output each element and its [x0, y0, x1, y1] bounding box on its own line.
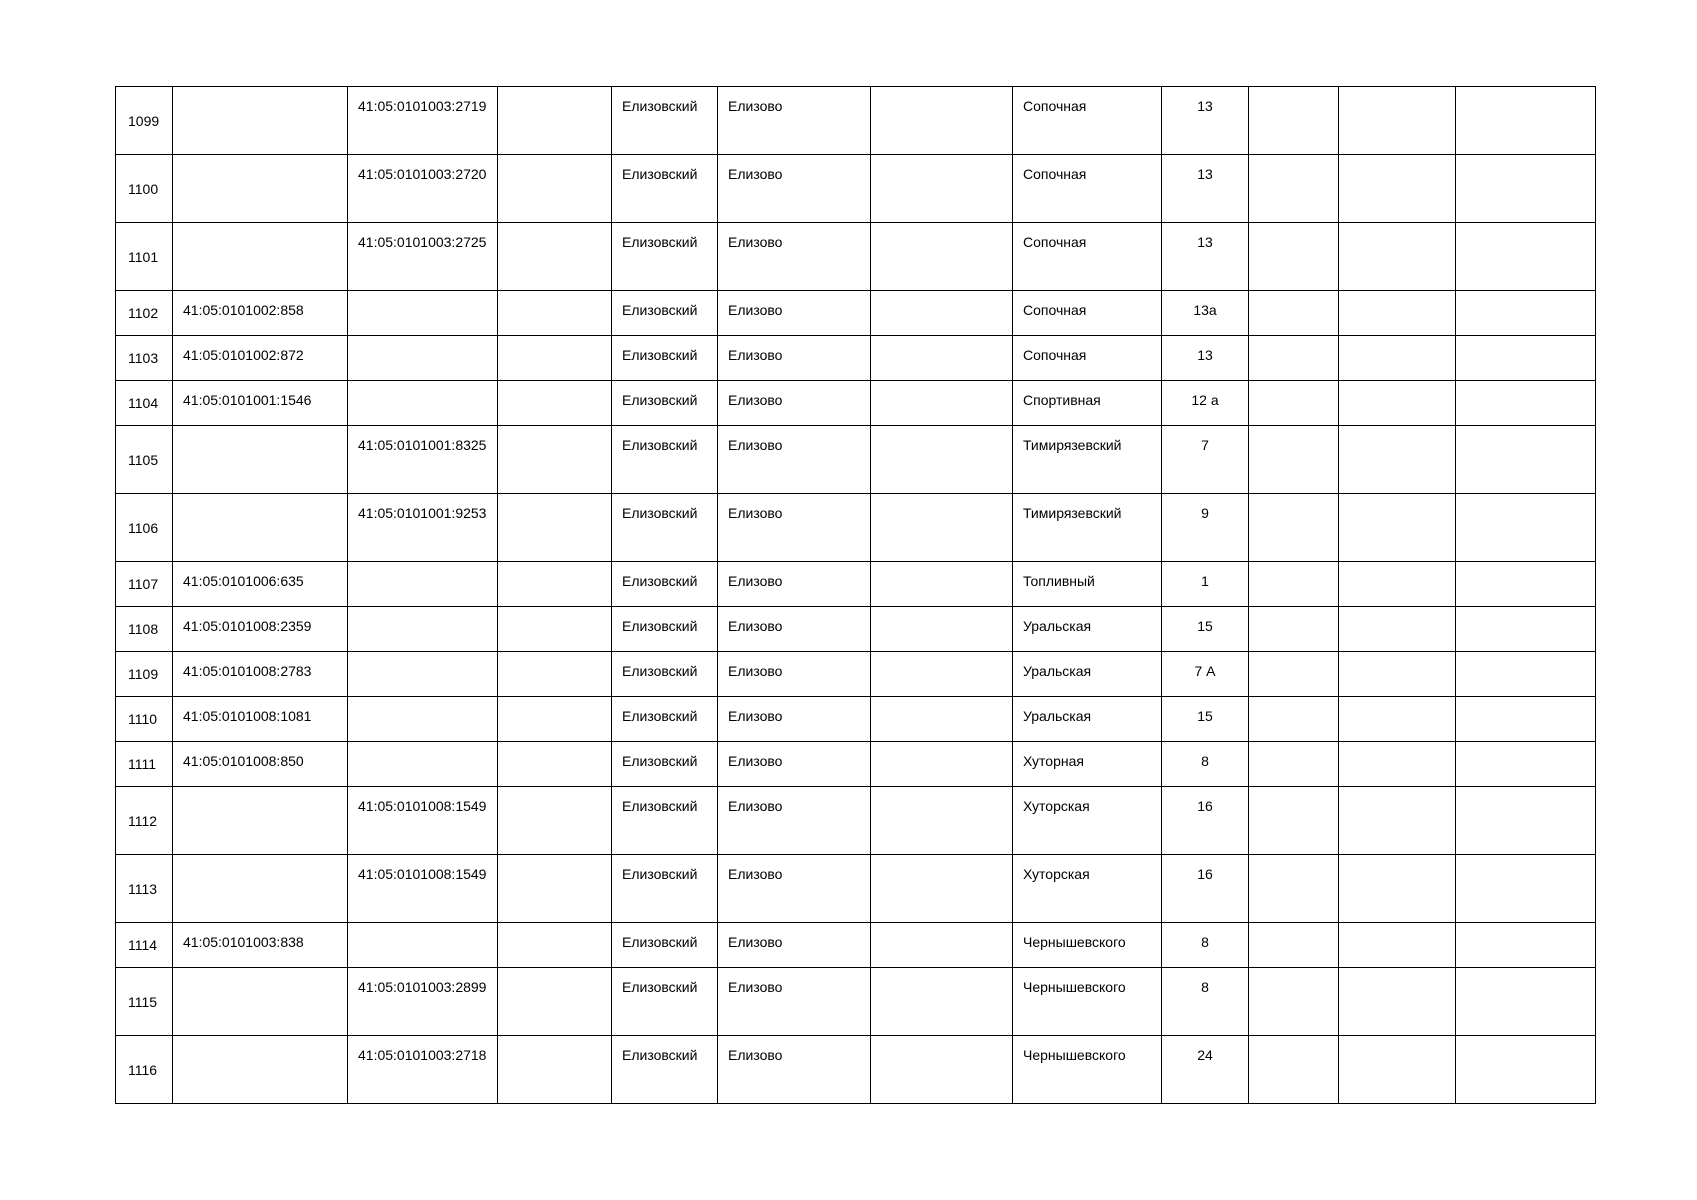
registry-table [115, 86, 1596, 1104]
empty-cell [1249, 155, 1339, 223]
row-number-cell: 1100 [116, 155, 173, 223]
cadastral-number-cell [173, 223, 348, 291]
city-cell: Елизово [718, 291, 871, 336]
empty-cell [1456, 381, 1596, 426]
district-cell: Елизовский [612, 381, 718, 426]
empty-cell [871, 607, 1013, 652]
row-number-cell: 1101 [116, 223, 173, 291]
empty-cell [1339, 607, 1456, 652]
table-row [116, 562, 1596, 607]
empty-cell [498, 1036, 612, 1104]
empty-cell [1339, 223, 1456, 291]
empty-cell [498, 855, 612, 923]
empty-cell [1456, 562, 1596, 607]
empty-cell [1339, 336, 1456, 381]
empty-cell [498, 562, 612, 607]
row-number-cell: 1113 [116, 855, 173, 923]
row-number-cell: 1103 [116, 336, 173, 381]
city-cell: Елизово [718, 87, 871, 155]
empty-cell [871, 855, 1013, 923]
district-cell: Елизовский [612, 855, 718, 923]
empty-cell [1339, 562, 1456, 607]
cadastral-number-alt-cell: 41:05:0101003:2720 [348, 155, 498, 223]
empty-cell [1339, 855, 1456, 923]
empty-cell [1456, 742, 1596, 787]
row-number-cell: 1115 [116, 968, 173, 1036]
empty-cell [1339, 968, 1456, 1036]
district-cell: Елизовский [612, 923, 718, 968]
city-cell: Елизово [718, 923, 871, 968]
empty-cell [498, 607, 612, 652]
street-cell: Сопочная [1013, 223, 1162, 291]
empty-cell [1456, 291, 1596, 336]
empty-cell [1249, 291, 1339, 336]
district-cell: Елизовский [612, 291, 718, 336]
street-cell: Уральская [1013, 697, 1162, 742]
empty-cell [1456, 855, 1596, 923]
empty-cell [498, 223, 612, 291]
row-number-cell: 1106 [116, 494, 173, 562]
table-row [116, 607, 1596, 652]
street-cell: Чернышевского [1013, 968, 1162, 1036]
empty-cell [1249, 652, 1339, 697]
empty-cell [871, 223, 1013, 291]
street-cell: Уральская [1013, 652, 1162, 697]
district-cell: Елизовский [612, 652, 718, 697]
cadastral-number-cell [173, 155, 348, 223]
district-cell: Елизовский [612, 607, 718, 652]
cadastral-number-cell [173, 968, 348, 1036]
empty-cell [1249, 223, 1339, 291]
city-cell: Елизово [718, 381, 871, 426]
house-number-cell: 8 [1162, 968, 1249, 1036]
house-number-cell: 13 [1162, 223, 1249, 291]
row-number-cell: 1109 [116, 652, 173, 697]
cadastral-number-cell: 41:05:0101002:872 [173, 336, 348, 381]
cadastral-number-alt-cell: 41:05:0101008:1549 [348, 855, 498, 923]
table-row [116, 494, 1596, 562]
row-number-cell: 1105 [116, 426, 173, 494]
district-cell: Елизовский [612, 336, 718, 381]
empty-cell [871, 336, 1013, 381]
empty-cell [871, 494, 1013, 562]
house-number-cell: 16 [1162, 787, 1249, 855]
empty-cell [1456, 87, 1596, 155]
table-row [116, 336, 1596, 381]
cadastral-number-alt-cell: 41:05:0101008:1549 [348, 787, 498, 855]
cadastral-number-cell [173, 87, 348, 155]
empty-cell [1456, 697, 1596, 742]
empty-cell [498, 426, 612, 494]
row-number-cell: 1104 [116, 381, 173, 426]
city-cell: Елизово [718, 426, 871, 494]
empty-cell [1249, 742, 1339, 787]
cadastral-number-cell: 41:05:0101008:1081 [173, 697, 348, 742]
city-cell: Елизово [718, 336, 871, 381]
street-cell: Хуторская [1013, 787, 1162, 855]
house-number-cell: 16 [1162, 855, 1249, 923]
cadastral-number-cell: 41:05:0101003:838 [173, 923, 348, 968]
empty-cell [498, 923, 612, 968]
district-cell: Елизовский [612, 742, 718, 787]
house-number-cell: 1 [1162, 562, 1249, 607]
cadastral-number-alt-cell: 41:05:0101003:2718 [348, 1036, 498, 1104]
street-cell: Тимирязевский [1013, 494, 1162, 562]
empty-cell [1339, 697, 1456, 742]
city-cell: Елизово [718, 697, 871, 742]
empty-cell [1249, 855, 1339, 923]
empty-cell [1456, 494, 1596, 562]
cadastral-number-alt-cell [348, 562, 498, 607]
cadastral-number-cell: 41:05:0101008:850 [173, 742, 348, 787]
empty-cell [1249, 697, 1339, 742]
empty-cell [1339, 742, 1456, 787]
table-row [116, 742, 1596, 787]
row-number-cell: 1108 [116, 607, 173, 652]
empty-cell [1249, 562, 1339, 607]
empty-cell [498, 697, 612, 742]
district-cell: Елизовский [612, 87, 718, 155]
cadastral-number-cell [173, 787, 348, 855]
city-cell: Елизово [718, 494, 871, 562]
house-number-cell: 13 [1162, 87, 1249, 155]
cadastral-number-alt-cell [348, 607, 498, 652]
cadastral-number-alt-cell [348, 742, 498, 787]
empty-cell [1339, 923, 1456, 968]
district-cell: Елизовский [612, 697, 718, 742]
empty-cell [871, 968, 1013, 1036]
house-number-cell: 15 [1162, 607, 1249, 652]
table-row [116, 697, 1596, 742]
empty-cell [1339, 291, 1456, 336]
table-body [116, 87, 1596, 1104]
empty-cell [1456, 607, 1596, 652]
cadastral-number-alt-cell [348, 336, 498, 381]
row-number-cell: 1114 [116, 923, 173, 968]
house-number-cell: 24 [1162, 1036, 1249, 1104]
cadastral-number-cell: 41:05:0101006:635 [173, 562, 348, 607]
empty-cell [1249, 968, 1339, 1036]
empty-cell [1249, 923, 1339, 968]
table-row [116, 381, 1596, 426]
empty-cell [498, 381, 612, 426]
cadastral-number-alt-cell [348, 923, 498, 968]
empty-cell [871, 652, 1013, 697]
city-cell: Елизово [718, 742, 871, 787]
cadastral-number-alt-cell: 41:05:0101001:8325 [348, 426, 498, 494]
table-row [116, 923, 1596, 968]
empty-cell [871, 426, 1013, 494]
empty-cell [1249, 381, 1339, 426]
district-cell: Елизовский [612, 155, 718, 223]
street-cell: Сопочная [1013, 291, 1162, 336]
empty-cell [871, 787, 1013, 855]
cadastral-number-alt-cell [348, 652, 498, 697]
empty-cell [498, 787, 612, 855]
street-cell: Уральская [1013, 607, 1162, 652]
district-cell: Елизовский [612, 968, 718, 1036]
house-number-cell: 13а [1162, 291, 1249, 336]
cadastral-number-cell [173, 426, 348, 494]
cadastral-number-cell: 41:05:0101008:2783 [173, 652, 348, 697]
empty-cell [1249, 87, 1339, 155]
cadastral-number-cell [173, 494, 348, 562]
empty-cell [871, 381, 1013, 426]
house-number-cell: 7 [1162, 426, 1249, 494]
empty-cell [871, 155, 1013, 223]
table-row [116, 87, 1596, 155]
street-cell: Хуторная [1013, 742, 1162, 787]
empty-cell [1456, 426, 1596, 494]
street-cell: Топливный [1013, 562, 1162, 607]
house-number-cell: 13 [1162, 336, 1249, 381]
city-cell: Елизово [718, 607, 871, 652]
district-cell: Елизовский [612, 787, 718, 855]
table-row [116, 855, 1596, 923]
house-number-cell: 8 [1162, 742, 1249, 787]
row-number-cell: 1102 [116, 291, 173, 336]
cadastral-number-cell: 41:05:0101002:858 [173, 291, 348, 336]
empty-cell [871, 923, 1013, 968]
table-row [116, 223, 1596, 291]
empty-cell [1456, 968, 1596, 1036]
cadastral-number-alt-cell: 41:05:0101001:9253 [348, 494, 498, 562]
district-cell: Елизовский [612, 1036, 718, 1104]
street-cell: Сопочная [1013, 155, 1162, 223]
empty-cell [1249, 494, 1339, 562]
table-row [116, 155, 1596, 223]
city-cell: Елизово [718, 855, 871, 923]
empty-cell [1249, 787, 1339, 855]
empty-cell [498, 652, 612, 697]
row-number-cell: 1110 [116, 697, 173, 742]
empty-cell [1339, 652, 1456, 697]
table-row [116, 652, 1596, 697]
cadastral-number-cell [173, 855, 348, 923]
empty-cell [871, 291, 1013, 336]
empty-cell [1339, 426, 1456, 494]
empty-cell [498, 494, 612, 562]
row-number-cell: 1116 [116, 1036, 173, 1104]
empty-cell [1339, 155, 1456, 223]
house-number-cell: 7 А [1162, 652, 1249, 697]
street-cell: Сопочная [1013, 87, 1162, 155]
empty-cell [498, 336, 612, 381]
empty-cell [1249, 607, 1339, 652]
empty-cell [498, 968, 612, 1036]
house-number-cell: 9 [1162, 494, 1249, 562]
empty-cell [1456, 223, 1596, 291]
empty-cell [498, 87, 612, 155]
city-cell: Елизово [718, 787, 871, 855]
empty-cell [1249, 1036, 1339, 1104]
cadastral-number-cell: 41:05:0101008:2359 [173, 607, 348, 652]
cadastral-number-alt-cell [348, 381, 498, 426]
street-cell: Сопочная [1013, 336, 1162, 381]
empty-cell [871, 697, 1013, 742]
city-cell: Елизово [718, 968, 871, 1036]
city-cell: Елизово [718, 1036, 871, 1104]
empty-cell [1456, 1036, 1596, 1104]
empty-cell [871, 742, 1013, 787]
empty-cell [1456, 652, 1596, 697]
empty-cell [1456, 155, 1596, 223]
table-row [116, 787, 1596, 855]
empty-cell [498, 742, 612, 787]
city-cell: Елизово [718, 562, 871, 607]
street-cell: Спортивная [1013, 381, 1162, 426]
street-cell: Тимирязевский [1013, 426, 1162, 494]
empty-cell [1456, 787, 1596, 855]
house-number-cell: 15 [1162, 697, 1249, 742]
street-cell: Хуторская [1013, 855, 1162, 923]
empty-cell [1339, 381, 1456, 426]
empty-cell [1249, 336, 1339, 381]
row-number-cell: 1099 [116, 87, 173, 155]
district-cell: Елизовский [612, 494, 718, 562]
cadastral-number-cell: 41:05:0101001:1546 [173, 381, 348, 426]
empty-cell [871, 562, 1013, 607]
house-number-cell: 8 [1162, 923, 1249, 968]
table-row [116, 968, 1596, 1036]
cadastral-number-alt-cell: 41:05:0101003:2725 [348, 223, 498, 291]
table-row [116, 291, 1596, 336]
cadastral-number-alt-cell: 41:05:0101003:2719 [348, 87, 498, 155]
city-cell: Елизово [718, 155, 871, 223]
cadastral-number-alt-cell: 41:05:0101003:2899 [348, 968, 498, 1036]
row-number-cell: 1111 [116, 742, 173, 787]
row-number-cell: 1107 [116, 562, 173, 607]
district-cell: Елизовский [612, 562, 718, 607]
district-cell: Елизовский [612, 426, 718, 494]
empty-cell [1456, 336, 1596, 381]
row-number-cell: 1112 [116, 787, 173, 855]
house-number-cell: 13 [1162, 155, 1249, 223]
table-row [116, 1036, 1596, 1104]
empty-cell [498, 155, 612, 223]
empty-cell [498, 291, 612, 336]
city-cell: Елизово [718, 223, 871, 291]
empty-cell [1339, 494, 1456, 562]
empty-cell [1339, 87, 1456, 155]
house-number-cell: 12 а [1162, 381, 1249, 426]
cadastral-number-alt-cell [348, 697, 498, 742]
empty-cell [1456, 923, 1596, 968]
empty-cell [871, 1036, 1013, 1104]
empty-cell [1339, 1036, 1456, 1104]
district-cell: Елизовский [612, 223, 718, 291]
street-cell: Чернышевского [1013, 1036, 1162, 1104]
street-cell: Чернышевского [1013, 923, 1162, 968]
cadastral-number-alt-cell [348, 291, 498, 336]
empty-cell [1339, 787, 1456, 855]
city-cell: Елизово [718, 652, 871, 697]
cadastral-number-cell [173, 1036, 348, 1104]
empty-cell [1249, 426, 1339, 494]
table-row [116, 426, 1596, 494]
empty-cell [871, 87, 1013, 155]
